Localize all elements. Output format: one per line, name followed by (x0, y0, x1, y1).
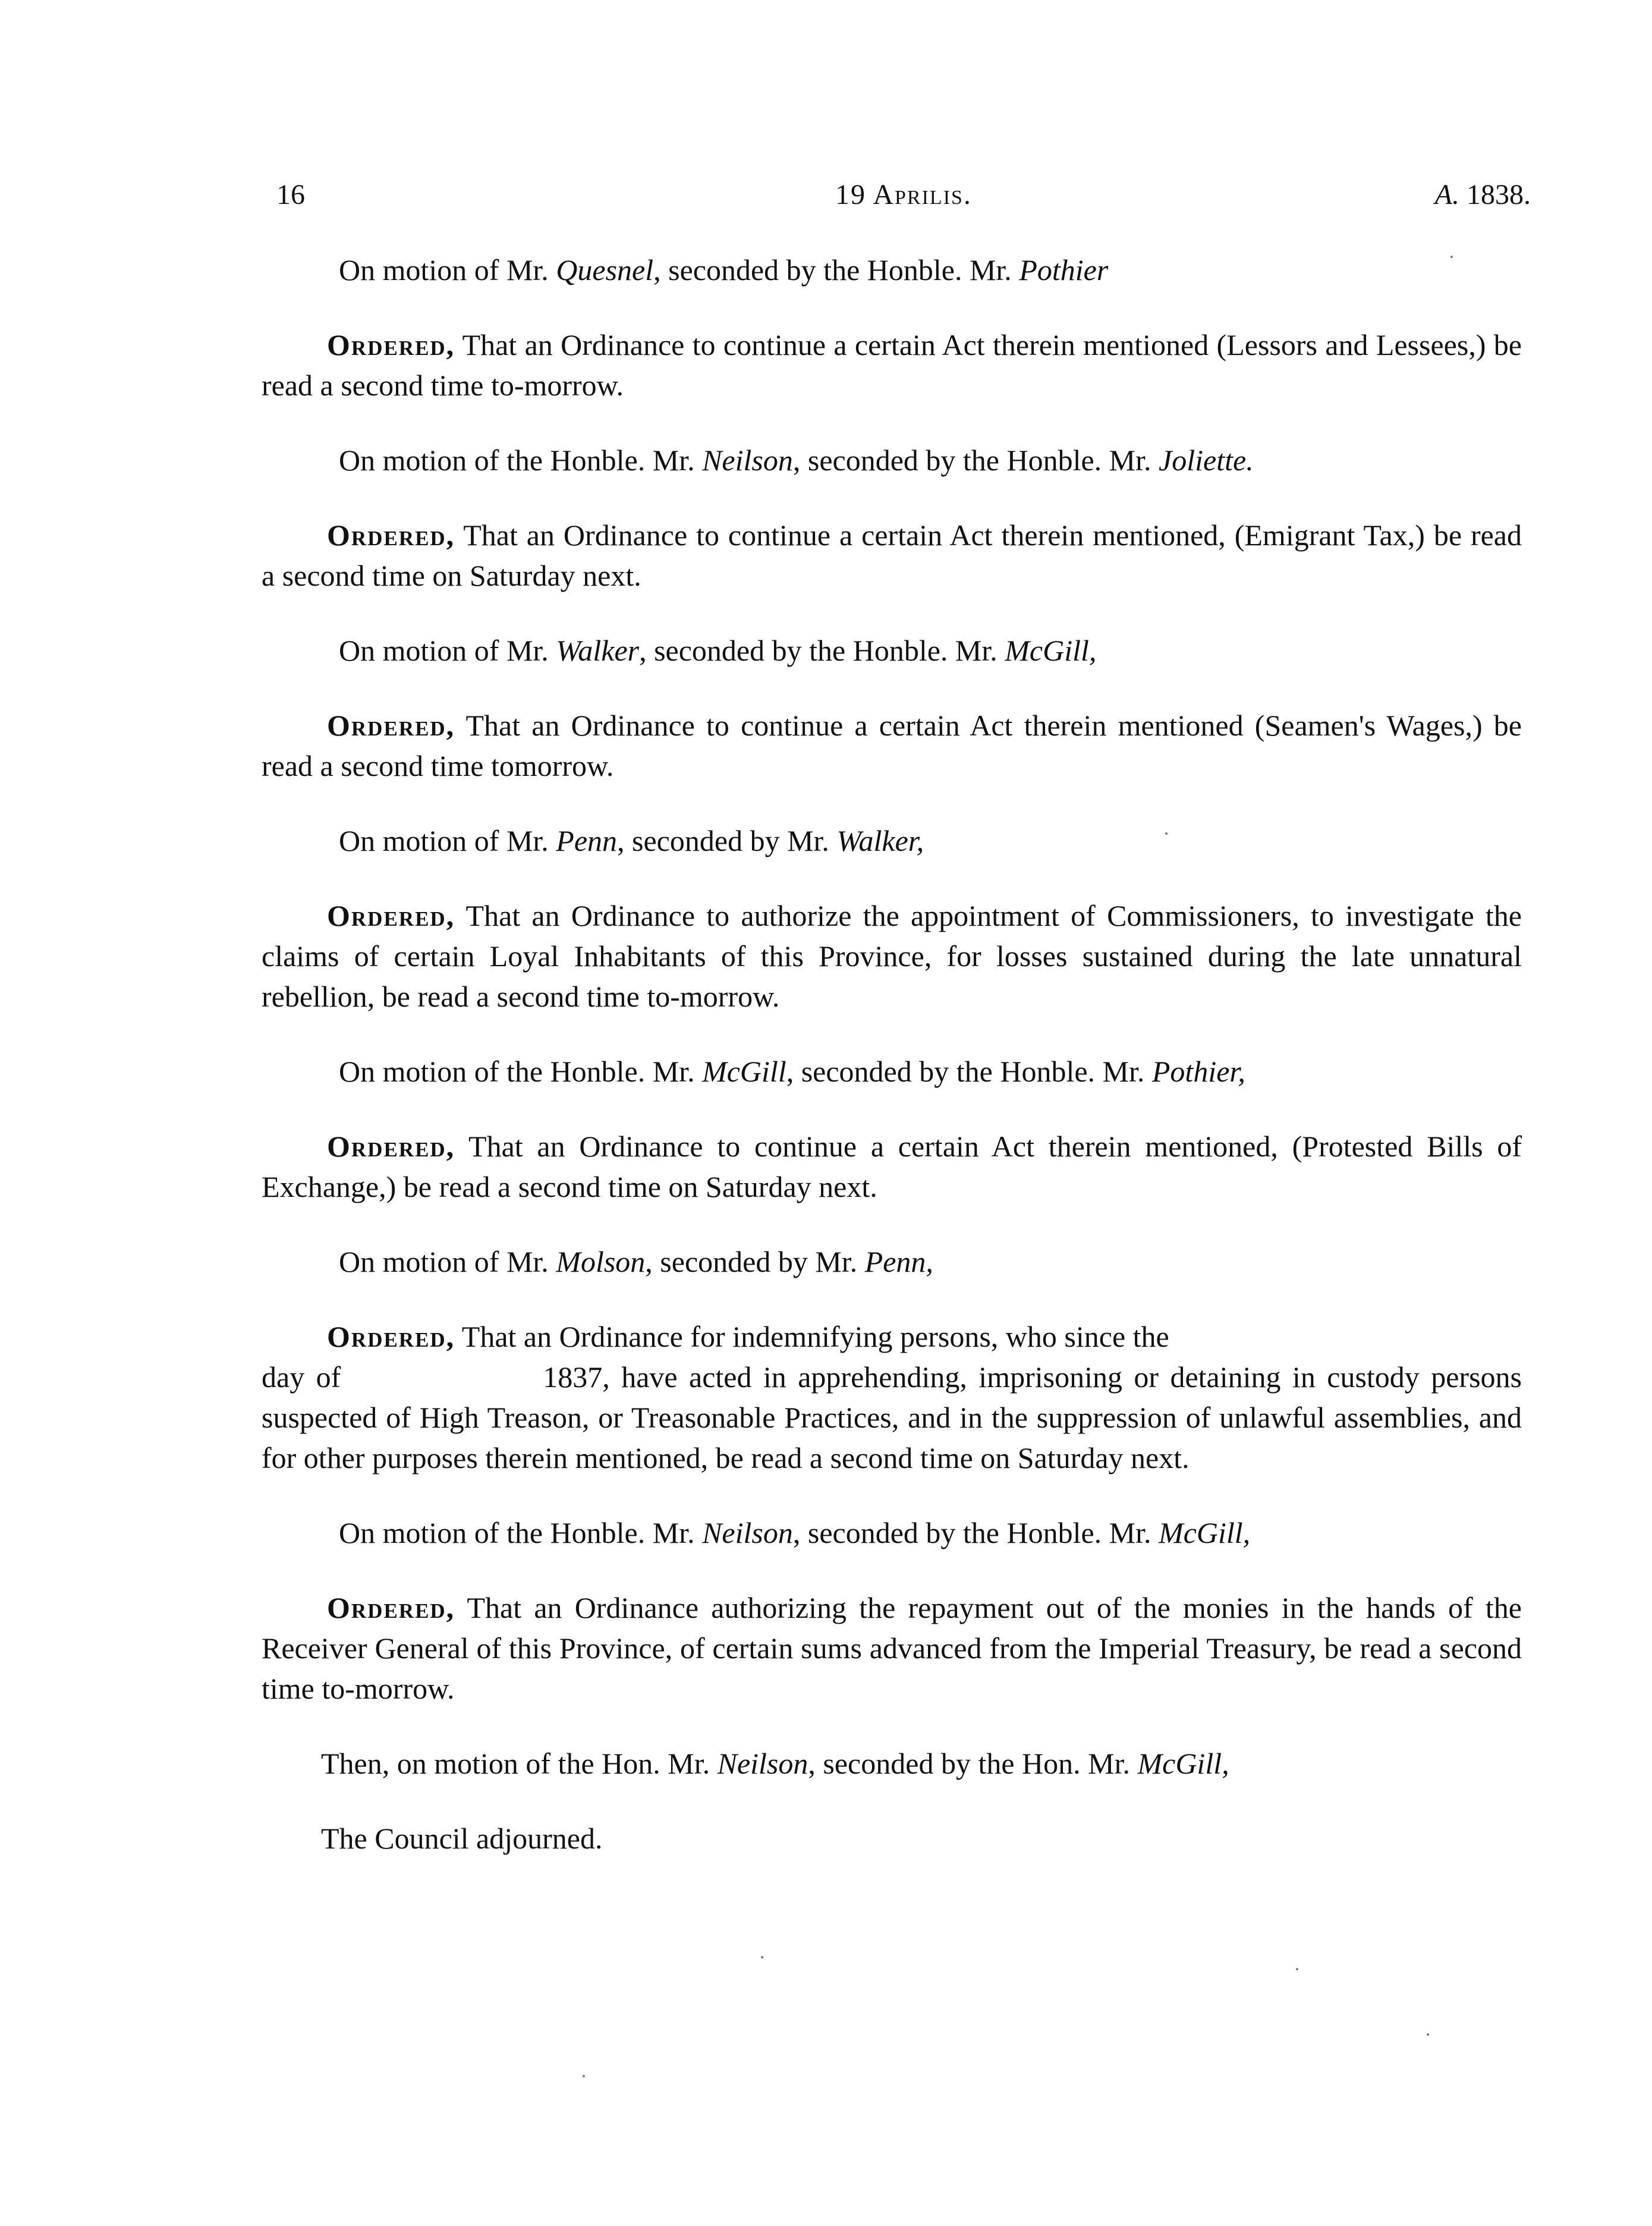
mover-title: the Honble. Mr. (506, 444, 695, 477)
mover-name: Neilson (702, 444, 793, 477)
order-text: That an Ordinance to continue a certain Act therein mentioned, (Protested Bills of Exchange,) be read a second time on Saturday next. (262, 1130, 1522, 1203)
seconder-name: McGill, (1159, 1516, 1251, 1549)
council-adjourned: The Council adjourned. (321, 1822, 603, 1855)
ordered-label: Ordered, (327, 1130, 455, 1163)
order-paragraph (262, 1316, 1522, 1478)
minutes-body (262, 250, 1522, 1859)
motion-line: On motion of Mr. Quesnel, seconded by the Honble. Mr. Pothier (339, 253, 1109, 287)
mover-name: McGill (702, 1055, 786, 1088)
ordered-label: Ordered, (327, 899, 455, 932)
on-motion-of: On motion of (339, 444, 499, 477)
page-header (276, 178, 1531, 232)
mover-name: Quesnel (556, 253, 654, 287)
adjournment-motion: Then, on motion of the Hon. Mr. Neilson, seconded by the Hon. Mr. McGill, (321, 1747, 1229, 1780)
date-heading: 19 Aprilis. (835, 179, 972, 210)
scan-speck (1427, 2033, 1429, 2036)
scan-speck (583, 2075, 585, 2077)
mover-title: Mr. (506, 253, 549, 287)
seconder-name: Pothier (1019, 253, 1109, 287)
order-paragraph (262, 895, 1522, 1017)
seconder-title: seconded by Mr. (660, 1245, 858, 1278)
closing-seconder: seconded by the Hon. Mr. (823, 1747, 1130, 1780)
on-motion-of: On motion of (339, 253, 499, 287)
on-motion-of: On motion of (339, 1055, 499, 1088)
order-text: That an Ordinance to continue a certain Act therein mentioned (Seamen's Wages,) be read a second time tomorrow. (262, 709, 1522, 782)
seconder-title: seconded by the Honble. Mr. (807, 444, 1151, 477)
on-motion-of: On motion of (339, 634, 499, 667)
mover-name: Molson (556, 1245, 646, 1278)
order-paragraph (262, 325, 1522, 405)
motion-line: On motion of Mr. Walker, seconded by the Honble. Mr. McGill, (339, 634, 1097, 667)
year-value: 1838. (1467, 179, 1531, 210)
motion-line: On motion of Mr. Penn, seconded by Mr. Walker, (339, 824, 924, 857)
order-text: That an Ordinance to continue a certain Act therein mentioned, (Emigrant Tax,) be read a second time on Saturday next. (262, 518, 1522, 592)
order-text-part-b: day of (262, 1360, 341, 1394)
mover-name: Neilson (702, 1516, 793, 1549)
ordered-label: Ordered, (327, 1320, 455, 1353)
motion-line: On motion of the Honble. Mr. McGill, seconded by the Honble. Mr. Pothier, (339, 1055, 1245, 1088)
year-heading (1435, 178, 1531, 211)
order-text-part-a: That an Ordinance for indemnifying persons, who since the (461, 1320, 1169, 1353)
motion-line: On motion of the Honble. Mr. Neilson, seconded by the Honble. Mr. McGill, (339, 1516, 1251, 1549)
seconder-title: seconded by the Honble. Mr. (801, 1055, 1145, 1088)
ordered-label: Ordered, (327, 709, 455, 742)
ordered-label: Ordered, (327, 328, 455, 361)
order-text: That an Ordinance to continue a certain Act therein mentioned (Lessors and Lessees,) be read a second time to-morrow. (262, 328, 1522, 402)
seconder-title: seconded by the Honble. Mr. (668, 253, 1012, 287)
year-prefix: A. (1434, 179, 1459, 210)
scan-speck (1296, 1968, 1298, 1970)
closing-mover-name: Neilson (717, 1747, 808, 1780)
scan-speck (761, 1956, 763, 1958)
on-motion-of: On motion of (339, 824, 499, 857)
seconder-title: seconded by Mr. (632, 824, 829, 857)
motion-line: On motion of the Honble. Mr. Neilson, seconded by the Honble. Mr. Joliette. (339, 444, 1254, 477)
mover-title: Mr. (506, 634, 549, 667)
seconder-name: McGill, (1005, 634, 1097, 667)
order-paragraph (262, 515, 1522, 596)
mover-title: the Honble. Mr. (506, 1055, 695, 1088)
on-motion-of: On motion of (339, 1245, 499, 1278)
seconder-title: seconded by the Honble. Mr. (807, 1516, 1151, 1549)
page-number: 16 (276, 179, 305, 210)
seconder-name: Joliette. (1159, 444, 1254, 477)
seconder-name: Penn, (864, 1245, 933, 1278)
mover-name: Penn (556, 824, 618, 857)
scan-speck (1450, 256, 1453, 258)
order-paragraph (262, 705, 1522, 786)
seconder-name: Pothier, (1151, 1055, 1245, 1088)
mover-name: Walker (556, 634, 640, 667)
seconder-title: seconded by the Honble. Mr. (654, 634, 998, 667)
order-text-part-c: 1837, have acted in apprehending, imprisoning or detaining in custody persons suspected of High Treason, or Treasonable Practices, and in the suppression of unlawful assemblies, and for other purposes therein mentioned, be read a second time on Saturday next. (262, 1360, 1522, 1474)
order-text: That an Ordinance to authorize the appointment of Commissioners, to investigate the claims of certain Loyal Inhabitants of this Province, for losses sustained during the late unnatural rebellion, be read a second time to-morrow. (262, 899, 1522, 1013)
mover-title: Mr. (506, 824, 549, 857)
motion-line: On motion of Mr. Molson, seconded by Mr. Penn, (339, 1245, 933, 1278)
closing-seconder-name: McGill, (1137, 1747, 1229, 1780)
order-text: That an Ordinance authorizing the repayment out of the monies in the hands of the Receiver General of this Province, of certain sums advanced from the Imperial Treasury, be read a second time to-morrow. (262, 1591, 1522, 1705)
ordered-label: Ordered, (327, 518, 455, 552)
order-paragraph (262, 1126, 1522, 1207)
closing-prefix: Then, on motion of the Hon. Mr. (321, 1747, 710, 1780)
order-paragraph (262, 1587, 1522, 1709)
on-motion-of: On motion of (339, 1516, 499, 1549)
seconder-name: Walker, (836, 824, 924, 857)
ordered-label: Ordered, (327, 1591, 455, 1624)
mover-title: Mr. (506, 1245, 549, 1278)
scan-speck (1165, 832, 1168, 835)
mover-title: the Honble. Mr. (506, 1516, 695, 1549)
